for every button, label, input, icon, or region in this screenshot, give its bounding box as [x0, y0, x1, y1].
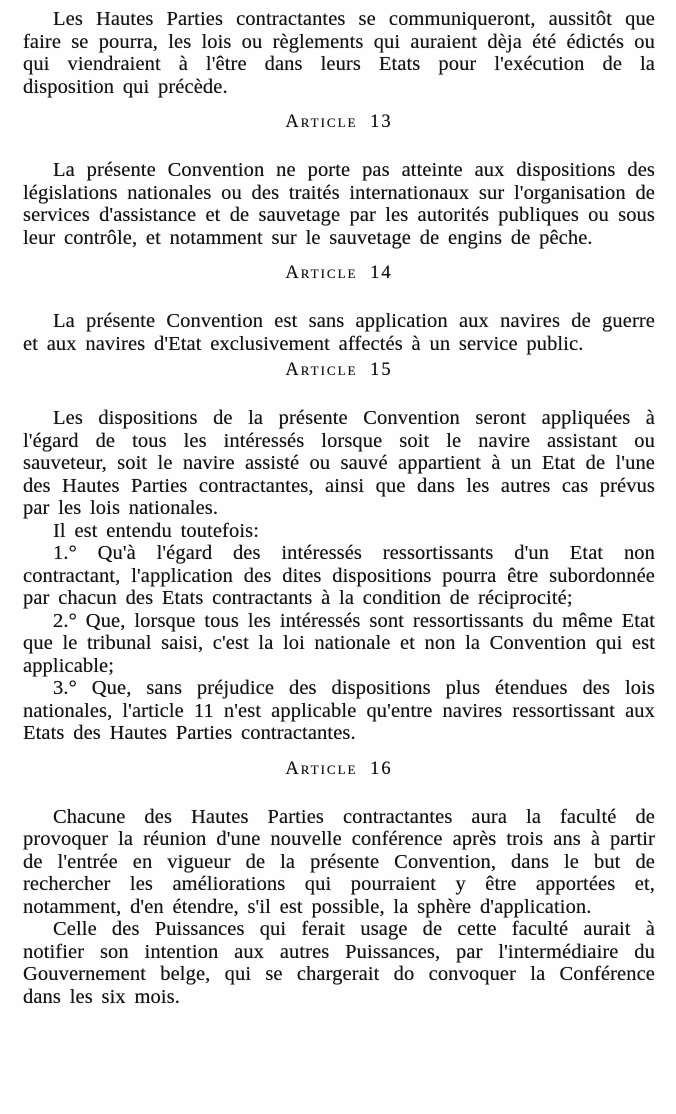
paragraph-article-15-item-2: 2.° Que, lorsque tous les intéressés sont ressortissants du même Etat que le tribunal saisi, c'est la loi nationale et non la Convention qui est applicable;: [23, 609, 655, 677]
article-14-heading: Article 14: [285, 263, 393, 283]
paragraph-article-13-body: La présente Convention ne porte pas atteinte aux dispositions des législations nationales ou des traités internationaux sur l'organisation de services d'assistance et de sauvetage par les autorités publiques ou sous leur contrôle, et notamment sur le sauvetage de engins de pêche.: [23, 159, 655, 249]
paragraph-article-16-notification: Celle des Puissances qui ferait usage de cette faculté aurait à notifier son intention aux autres Puissances, par l'intermédiaire du Gouvernement belge, qui se chargerait do convoquer la Conférence dans les six mois.: [23, 918, 655, 1008]
article-16-heading: Article 16: [285, 758, 393, 779]
paragraph-communication-laws: Les Hautes Parties contractantes se communiqueront, aussitôt que faire se pourra, les lois ou règlements qui auraient dèja été édictés ou qui viendraient à l'être dans leurs Etats pour l'exécution de la disposition qui précède.: [23, 8, 655, 98]
paragraph-article-15-proviso-intro: Il est entendu toutefois:: [53, 519, 259, 542]
article-13-heading: Article 13: [285, 112, 393, 132]
paragraph-article-15-item-1: 1.° Qu'à l'égard des intéressés ressortissants d'un Etat non contractant, l'application des dites dispositions pourra être subordonnée par chacun des Etats contractants à la condition de réciprocité;: [23, 542, 655, 609]
article-15-heading: Article 15: [285, 360, 393, 380]
paragraph-article-15-body: Les dispositions de la présente Convention seront appliquées à l'égard de tous les intéressés lorsque soit le navire assistant ou sauveteur, soit le navire assisté ou sauvé appartient à un Etat de l'une des Hautes Parties contractantes, ainsi que dans les autres cas prévus par les lois nationales.: [23, 407, 655, 519]
paragraph-article-14-body: La présente Convention est sans application aux navires de guerre et aux navires d'Etat exclusivement affectés à un service public.: [23, 310, 655, 355]
paragraph-article-16-body: Chacune des Hautes Parties contractantes aura la faculté de provoquer la réunion d'une nouvelle conférence après trois ans à partir de l'entrée en vigueur de la présente Convention, dans le but de rechercher les améliorations qui pourraient y être apportées et, notamment, d'en étendre, s'il est possible, la sphère d'application.: [23, 805, 655, 918]
paragraph-article-15-item-3: 3.° Que, sans préjudice des dispositions plus étendues des lois nationales, l'article 11 n'est applicable qu'entre navires ressortissant aux Etats des Hautes Parties contractantes.: [23, 677, 655, 744]
